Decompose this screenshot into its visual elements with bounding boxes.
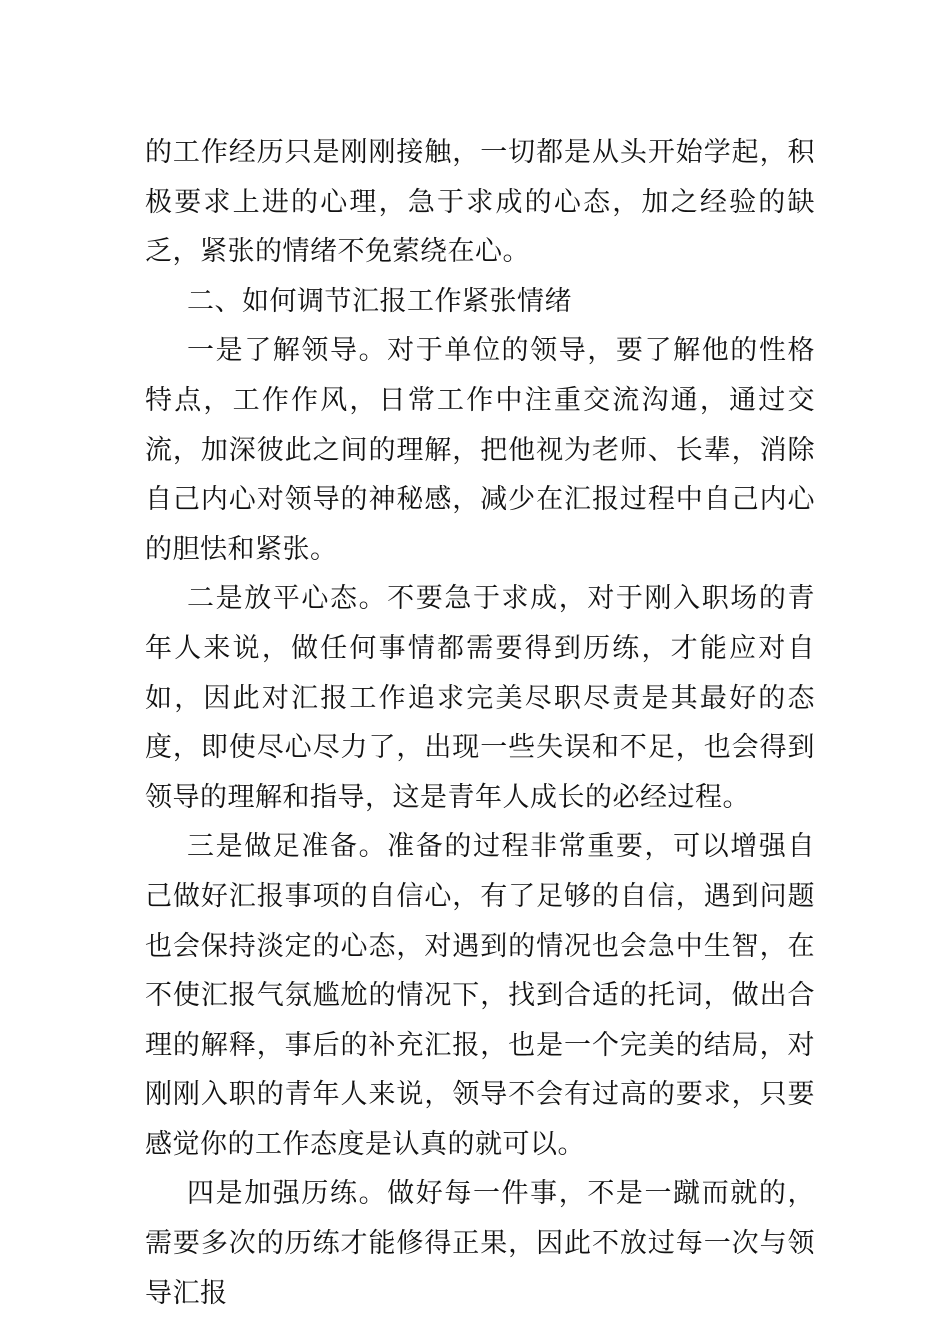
section-heading: 二、如何调节汇报工作紧张情绪 [187,285,572,317]
paragraph-prepare: 三是做足准备。准备的过程非常重要，可以增强自己做好汇报事项的自信心，有了足够的自信，遇到问题也会保持淡定的心态，对遇到的情况也会急中生智，在不使汇报气氛尴尬的情况下，找到合适的托词，做出合理的解释，事后的补充汇报，也是一个完美的结局，对刚刚入职的青年人来说，领导不会有过高的要求，只要感觉你的工作态度是认真的就可以。 [145,831,815,1160]
paragraph-calm-mindset: 二是放平心态。不要急于求成，对于刚入职场的青年人来说，做任何事情都需要得到历练，才能应对自如，因此对汇报工作追求完美尽职尽责是其最好的态度，即使尽心尽力了，出现一些失误和不足，也会得到领导的理解和指导，这是青年人成长的必经过程。 [145,583,815,813]
paragraph-continuation: 的工作经历只是刚刚接触，一切都是从头开始学起，积极要求上进的心理，急于求成的心态，加之经验的缺乏，紧张的情绪不免萦绕在心。 [145,137,815,268]
paragraph-practice: 四是加强历练。做好每一件事，不是一蹴而就的，需要多次的历练才能修得正果，因此不放过每一次与领导汇报 [145,1178,815,1309]
document-body [145,128,815,1318]
paragraph-understand-leader: 一是了解领导。对于单位的领导，要了解他的性格特点，工作作风，日常工作中注重交流沟通，通过交流，加深彼此之间的理解，把他视为老师、长辈，消除自己内心对领导的神秘感，减少在汇报过程中自己内心的胆怯和紧张。 [145,335,815,565]
